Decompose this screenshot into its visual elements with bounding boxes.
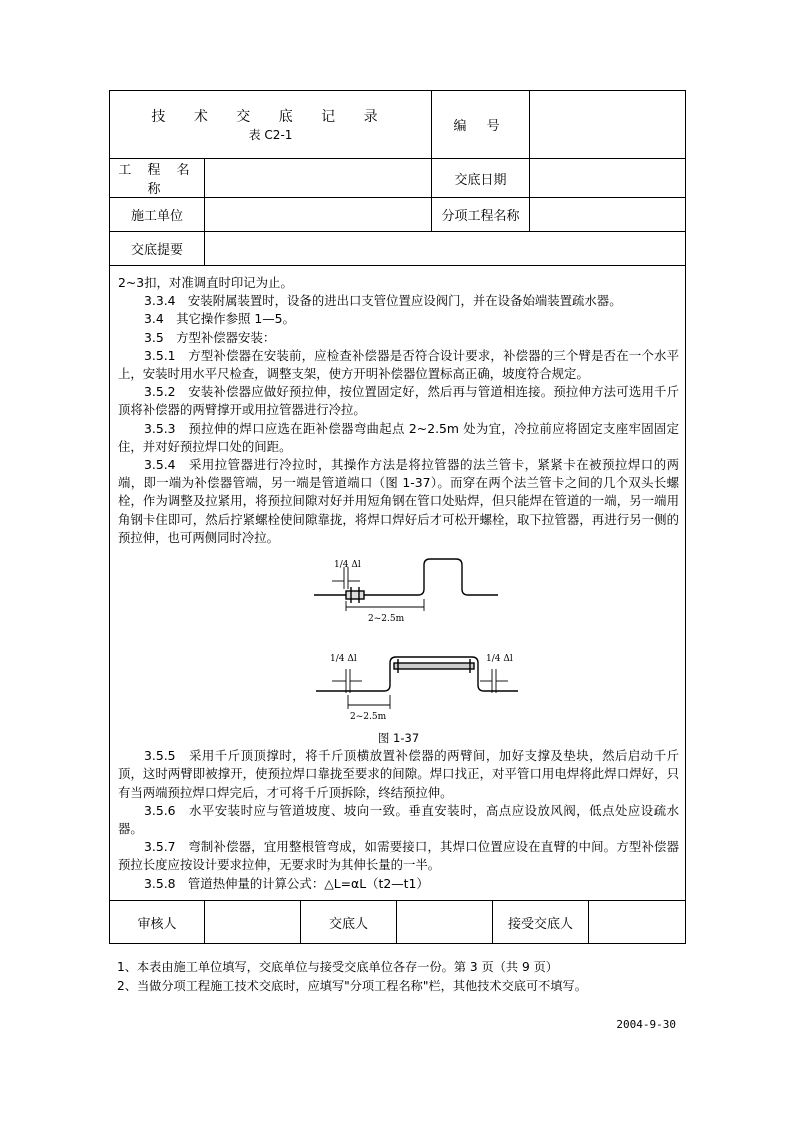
paragraph: 3.5.5 采用千斤顶顶撑时，将千斤顶横放置补偿器的两臂间，加好支撑及垫块，然后启动千斤顶，这时两臂即被撑开，使预拉焊口靠拢至要求的间隙。焊口找正，对平管口用电焊将此焊口焊好，只有当两端预拉焊口焊完后，才可将千斤顶拆除，终结预拉伸。 (118, 748, 680, 800)
document-date: 2004-9-30 (616, 1018, 676, 1031)
top-delta-label: 1/4 Δl (334, 560, 361, 571)
receiver-label: 接受交底人 (493, 901, 589, 944)
discloser-label: 交底人 (301, 901, 397, 944)
signature-table (109, 901, 686, 944)
paragraph: 3.5.7 弯制补偿器，宜用整根管弯成，如需要接口，其焊口位置应设在直臂的中间。方型补偿器预拉长度应按设计要求拉伸，无要求时为其伸长量的一半。 (118, 839, 680, 873)
bottom-delta-label-left: 1/4 Δl (330, 654, 357, 665)
receiver-field[interactable] (589, 901, 686, 944)
figure-caption: 图 1-37 (377, 731, 420, 746)
paragraph: 3.4 其它操作参照 1—5。 (144, 311, 295, 327)
technical-disclosure-form (109, 90, 685, 944)
paragraph: 3.5 方型补偿器安装： (144, 329, 276, 345)
figure-1-37 (118, 551, 679, 731)
number-label: 编 号 (432, 91, 530, 159)
summary-field[interactable] (205, 232, 686, 266)
paragraph: 2~3扣，对准调直时印记为止。 (118, 275, 293, 290)
form-title-cell (110, 91, 432, 159)
reviewer-field[interactable] (205, 901, 301, 944)
discloser-field[interactable] (397, 901, 493, 944)
subproject-field[interactable] (530, 198, 686, 232)
unit-label: 施工单位 (110, 198, 205, 232)
unit-field[interactable] (205, 198, 432, 232)
paragraph: 3.5.6 水平安装时应与管道坡度、坡向一致。垂直安装时，高点应设放风阀，低点处应设疏水器。 (118, 802, 680, 837)
paragraph: 3.5.2 安装补偿器应做好预拉伸，按位置固定好，然后再与管道相连接。预拉伸方法可选用千斤顶将补偿器的两臂撑开或用拉管器进行冷拉。 (118, 384, 680, 418)
subproject-label: 分项工程名称 (432, 198, 530, 232)
form-title: 技 术 交 底 记 录 (151, 108, 390, 125)
top-dimension-label: 2~2.5m (368, 614, 405, 625)
project-name-field[interactable] (205, 159, 432, 198)
paragraph: 3.5.8 管道热伸量的计算公式：△L=αL（t2—t1） (144, 875, 429, 891)
bottom-compensator-drawing (316, 657, 518, 709)
date-field[interactable] (530, 159, 686, 198)
compensator-diagram (118, 551, 678, 727)
bottom-dimension-label: 2~2.5m (350, 712, 387, 723)
paragraph: 3.5.4 采用拉管器进行冷拉时，其操作方法是将拉管器的法兰管卡，紧紧卡在被预拉焊口的两端，即一端为补偿器管端，另一端是管道端口（图 1-37）。而穿在两个法兰管卡之间的几个双头长螺栓，作为调整及拉紧用，将预拉间隙对好并用短角钢在管口处贴焊，但只能焊在管道的一端，另一端用角钢卡住即可，然后拧紧螺栓使间隙靠拢，将焊口焊好后才可松开螺栓，取下拉管器，再进行另一侧的预拉伸，也可两侧同时冷拉。 (118, 457, 680, 545)
number-field[interactable] (530, 91, 686, 159)
project-name-label: 工 程 名 称 (110, 159, 205, 198)
paragraph: 3.5.3 预拉伸的焊口应选在距补偿器弯曲起点 2~2.5m 处为宜，冷拉前应将固定支座牢固固定住，并对好预拉焊口处的间距。 (118, 420, 680, 454)
paragraph: 3.3.4 安装附属装置时，设备的进出口支管位置应设阀门，并在设备始端装置疏水器。 (144, 293, 622, 309)
form-table (109, 90, 686, 901)
footer-notes (117, 958, 587, 996)
disclosure-content (110, 266, 685, 900)
reviewer-label: 审核人 (110, 901, 205, 944)
summary-label: 交底提要 (110, 232, 205, 266)
footer-note-1: 1、本表由施工单位填写，交底单位与接受交底单位各存一份。第 3 页（共 9 页） (117, 960, 558, 974)
date-label: 交底日期 (432, 159, 530, 198)
paragraph: 3.5.1 方型补偿器在安装前，应检查补偿器是否符合设计要求，补偿器的三个臂是否在一个水平上，安装时用水平尺检查，调整支架，使方开明补偿器位置标高正确，坡度符合规定。 (118, 347, 680, 382)
footer-note-2: 2、当做分项工程施工技术交底时，应填写"分项工程名称"栏，其他技术交底可不填写。 (117, 979, 587, 993)
form-code: 表 C2-1 (248, 127, 293, 142)
bottom-delta-label-right: 1/4 Δl (486, 654, 513, 665)
disclosure-content-cell (110, 266, 686, 901)
